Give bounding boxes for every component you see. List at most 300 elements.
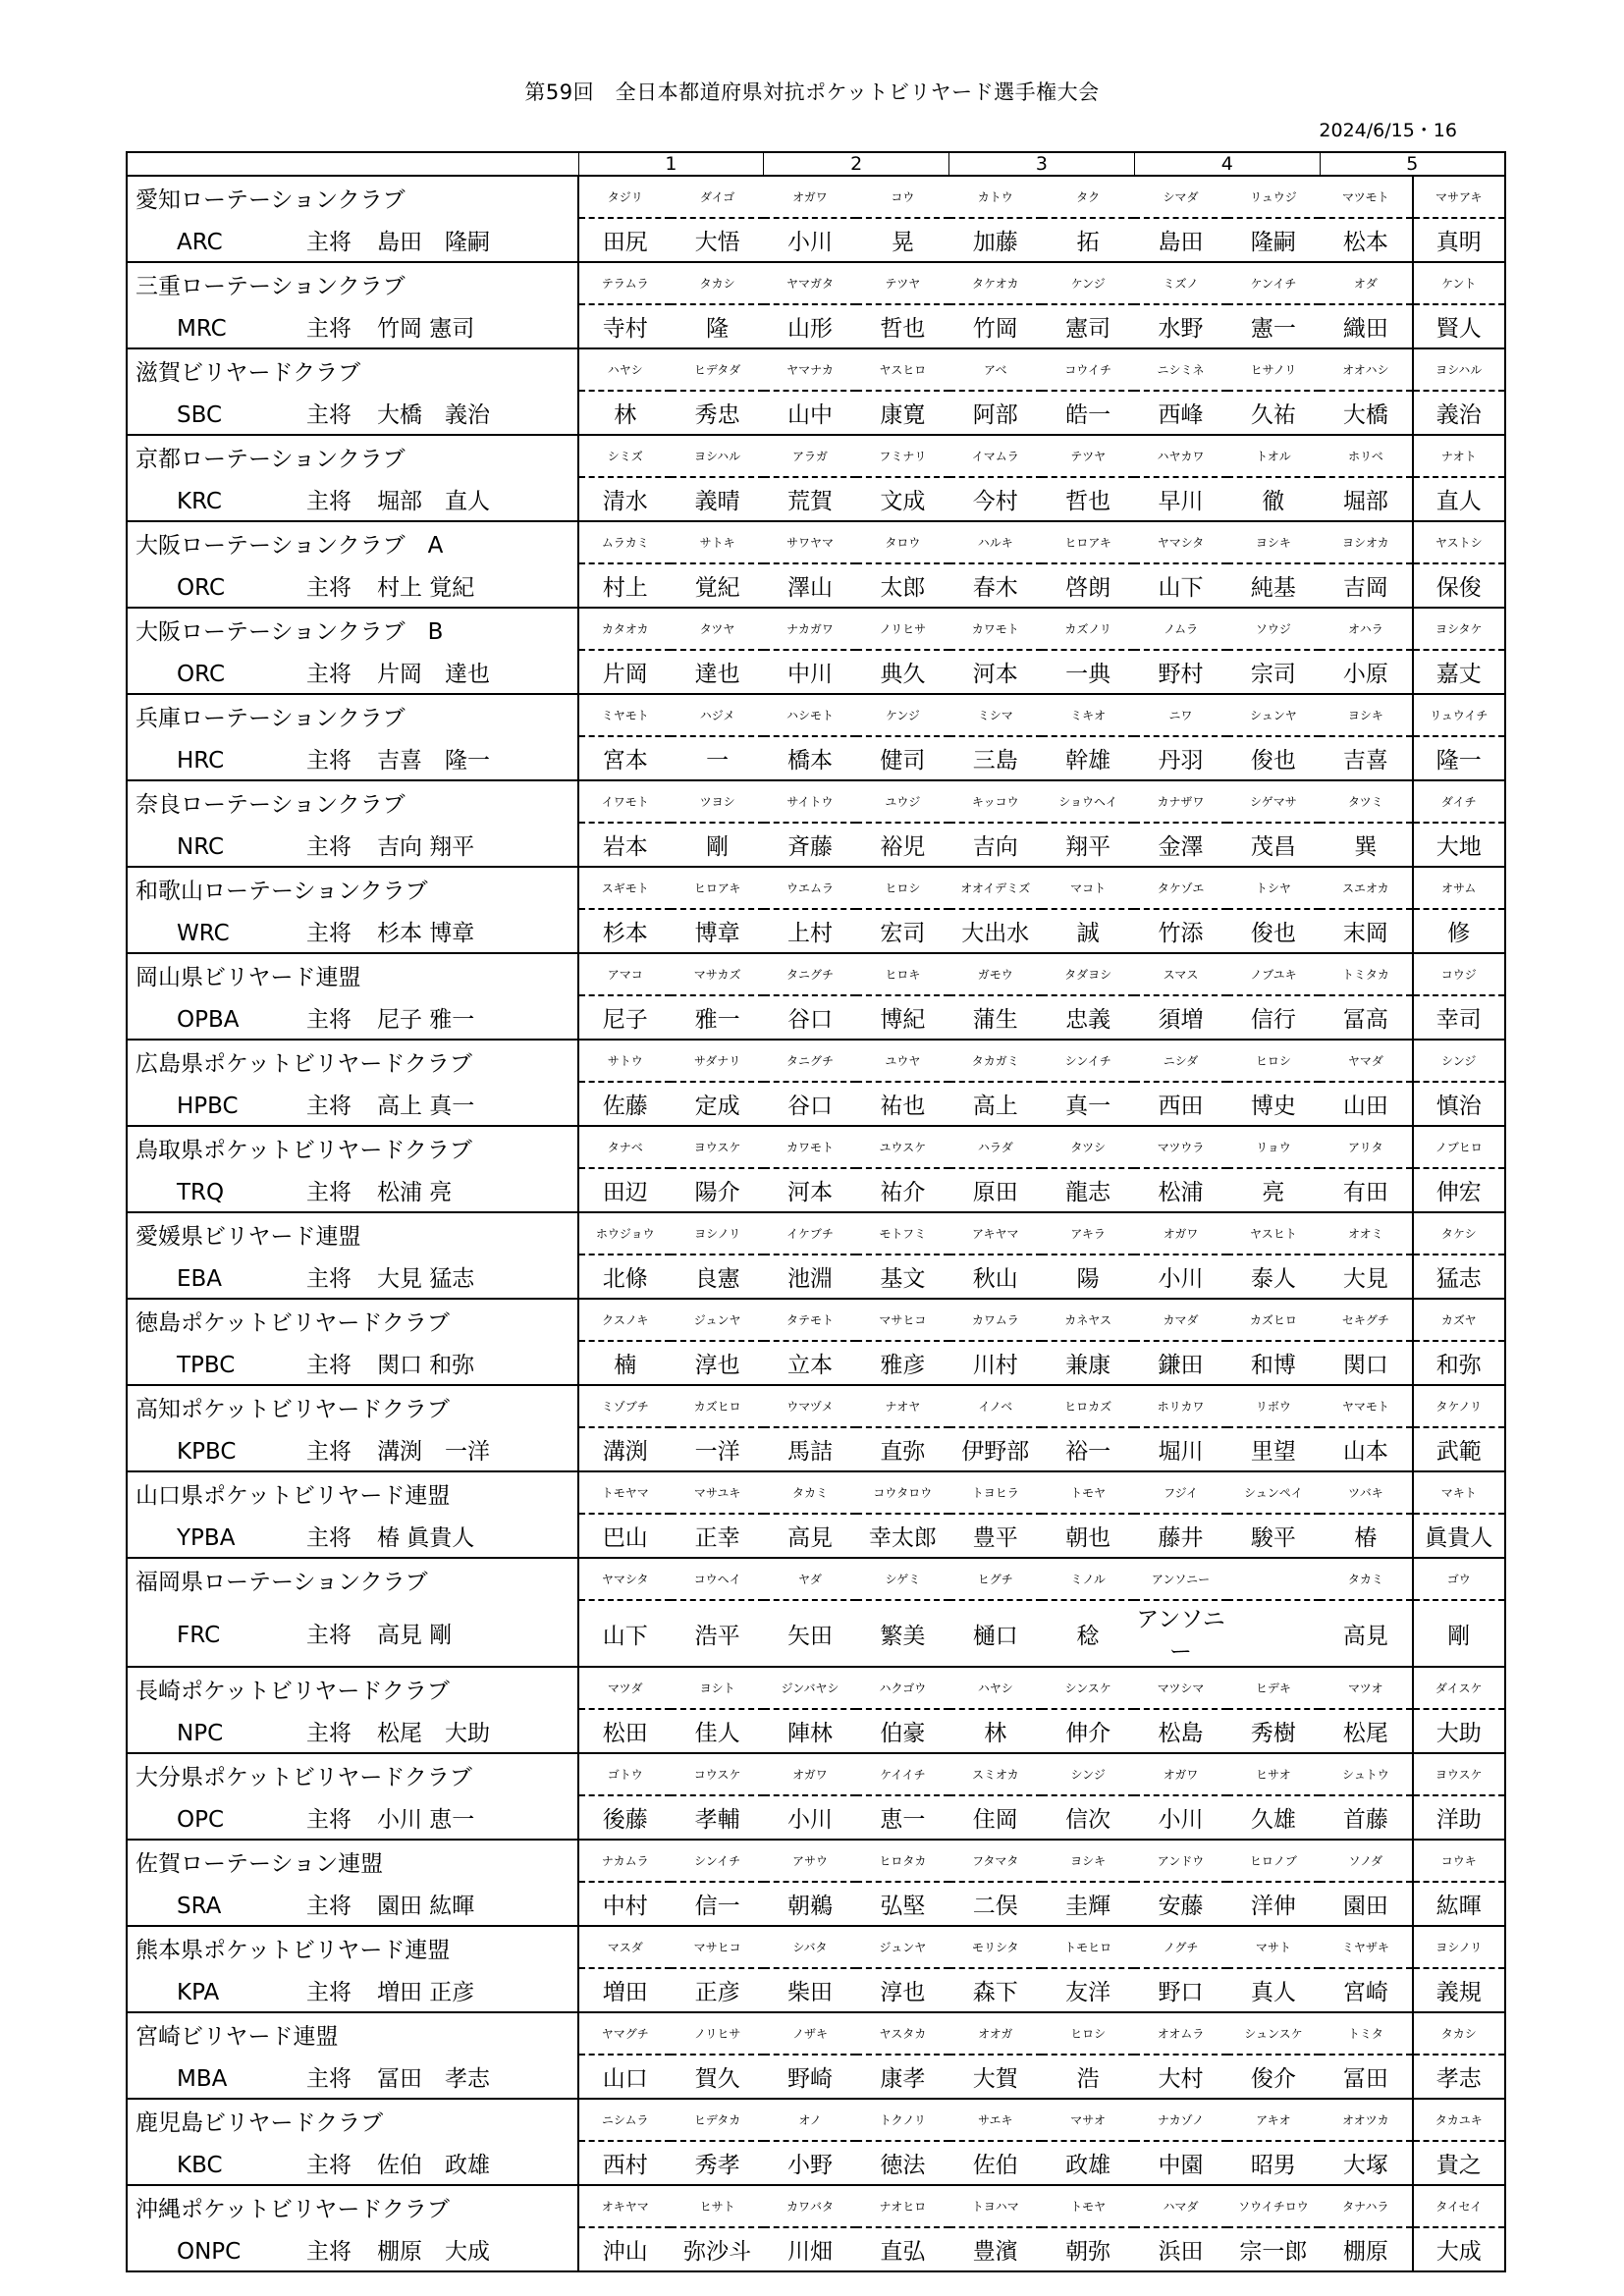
team-kana-row xyxy=(127,1840,1505,1882)
player-given-name: 弘堅 xyxy=(856,1882,948,1926)
player-family-name: 棚原 xyxy=(1320,2227,1412,2271)
player-kana-given: シンスケ xyxy=(1042,1667,1134,1709)
team-abbr: KBC xyxy=(177,2152,223,2178)
team-captain-cell xyxy=(127,2227,578,2271)
player-kana-given: ヒロノブ xyxy=(1227,1840,1320,1882)
player-given-name: 祐也 xyxy=(856,1082,948,1126)
team-name: 愛知ローテーションクラブ xyxy=(127,176,578,218)
player-given-name: 大助 xyxy=(1413,1709,1505,1753)
player-family-name: 山口 xyxy=(578,2055,671,2099)
team-captain-cell xyxy=(127,218,578,262)
captain-name: 吉喜 隆一 xyxy=(377,747,490,774)
team-name: 三重ローテーションクラブ xyxy=(127,262,578,304)
player-kana-family: ヒグチ xyxy=(949,1558,1042,1600)
player-kana-given: シュンスケ xyxy=(1227,2012,1320,2055)
player-given-name: 泰人 xyxy=(1227,1255,1320,1299)
player-kana-given: ヒロアキ xyxy=(671,867,763,909)
player-kana-family: オガワ xyxy=(764,176,856,218)
player-kana-given: カズヒロ xyxy=(671,1385,763,1427)
player-family-name: 清水 xyxy=(578,477,671,521)
player-kana-family: フジイ xyxy=(1134,1471,1226,1514)
player-family-name: 堀川 xyxy=(1134,1427,1226,1471)
captain-label: 主将 xyxy=(306,2065,352,2092)
column-header-5: 5 xyxy=(1320,152,1505,176)
player-family-name: 丹羽 xyxy=(1134,736,1226,780)
player-kana-family: トヨハマ xyxy=(949,2185,1042,2227)
player-family-name: 小川 xyxy=(764,1795,856,1840)
player-given-name: 拓 xyxy=(1042,218,1134,262)
captain-label: 主将 xyxy=(306,2238,352,2265)
player-family-name: 大橋 xyxy=(1320,391,1412,435)
player-kana-family: カワムラ xyxy=(949,1299,1042,1341)
player-given-name: 隆 xyxy=(671,304,763,348)
player-kana-family: ナカムラ xyxy=(578,1840,671,1882)
player-kana-family: オオガ xyxy=(949,2012,1042,2055)
player-kana-given: テツヤ xyxy=(856,262,948,304)
player-kana-given: ミノル xyxy=(1042,1558,1134,1600)
team-captain-cell xyxy=(127,909,578,953)
team-abbr: SRA xyxy=(177,1893,222,1919)
player-given-name: 眞貴人 xyxy=(1413,1514,1505,1558)
player-given-name: 真明 xyxy=(1413,218,1505,262)
player-family-name: 谷口 xyxy=(764,995,856,1040)
captain-label: 主将 xyxy=(306,488,352,514)
player-family-name: 佐伯 xyxy=(949,2141,1042,2185)
player-family-name: 河本 xyxy=(764,1168,856,1212)
player-kana-family: トヨヒラ xyxy=(949,1471,1042,1514)
player-kana-family: マツダ xyxy=(578,1667,671,1709)
player-kana-family: カナザワ xyxy=(1134,780,1226,823)
player-family-name: 野口 xyxy=(1134,1968,1226,2012)
captain-name: 松尾 大助 xyxy=(377,1720,490,1746)
team-kana-row xyxy=(127,348,1505,391)
player-kana-given: マサヒコ xyxy=(856,1299,948,1341)
player-given-name: 昭男 xyxy=(1227,2141,1320,2185)
player-family-name: 川村 xyxy=(949,1341,1042,1385)
player-given-name: 賀久 xyxy=(671,2055,763,2099)
player-kana-family: シマダ xyxy=(1134,176,1226,218)
player-kana-family: スギモト xyxy=(578,867,671,909)
player-kana-family: トモヤマ xyxy=(578,1471,671,1514)
player-given-name: 恵一 xyxy=(856,1795,948,1840)
team-player-row xyxy=(127,218,1505,262)
player-kana-family: クスノキ xyxy=(578,1299,671,1341)
player-given-name: 佳人 xyxy=(671,1709,763,1753)
player-kana-family: ムラカミ xyxy=(578,521,671,563)
player-given-name: 正幸 xyxy=(671,1514,763,1558)
team-kana-row xyxy=(127,2185,1505,2227)
player-kana-given: ノブユキ xyxy=(1227,953,1320,995)
player-kana-family: オガワ xyxy=(1134,1753,1226,1795)
player-given-name: 洋伸 xyxy=(1227,1882,1320,1926)
player-kana-given: タイセイ xyxy=(1413,2185,1505,2227)
player-kana-family: キッコウ xyxy=(949,780,1042,823)
team-kana-row xyxy=(127,1667,1505,1709)
player-family-name: 大村 xyxy=(1134,2055,1226,2099)
player-kana-given: タツヤ xyxy=(671,608,763,650)
player-family-name: 松尾 xyxy=(1320,1709,1412,1753)
player-kana-given: ヨシキ xyxy=(1042,1840,1134,1882)
player-family-name: 竹岡 xyxy=(949,304,1042,348)
player-family-name: 春木 xyxy=(949,563,1042,608)
player-kana-family: タケゾエ xyxy=(1134,867,1226,909)
player-kana-given: ダイスケ xyxy=(1413,1667,1505,1709)
player-family-name: 浜田 xyxy=(1134,2227,1226,2271)
player-kana-family: ハマダ xyxy=(1134,2185,1226,2227)
player-kana-family: ハシモト xyxy=(764,694,856,736)
team-player-row xyxy=(127,1514,1505,1558)
player-kana-given: ヨシハル xyxy=(671,435,763,477)
team-captain-cell xyxy=(127,391,578,435)
player-kana-given: タカシ xyxy=(1413,2012,1505,2055)
player-kana-given: ダイチ xyxy=(1413,780,1505,823)
player-kana-given: ヒロキ xyxy=(856,953,948,995)
captain-label: 主将 xyxy=(306,401,352,428)
player-family-name: 堀部 xyxy=(1320,477,1412,521)
captain-label: 主将 xyxy=(306,1806,352,1833)
player-kana-given: ジュンヤ xyxy=(671,1299,763,1341)
player-family-name: 吉向 xyxy=(949,823,1042,867)
player-kana-family: ゴトウ xyxy=(578,1753,671,1795)
player-kana-family: ナカガワ xyxy=(764,608,856,650)
player-family-name: 立本 xyxy=(764,1341,856,1385)
player-kana-family: タニグチ xyxy=(764,953,856,995)
team-player-row xyxy=(127,1341,1505,1385)
column-header-2: 2 xyxy=(764,152,949,176)
player-given-name: 友洋 xyxy=(1042,1968,1134,2012)
player-given-name: 大成 xyxy=(1413,2227,1505,2271)
player-given-name: 真人 xyxy=(1227,1968,1320,2012)
player-family-name: 佐藤 xyxy=(578,1082,671,1126)
player-kana-given: ノリヒサ xyxy=(671,2012,763,2055)
player-given-name: 宗司 xyxy=(1227,650,1320,694)
captain-name: 増田 正彦 xyxy=(377,1979,475,2005)
player-family-name: 早川 xyxy=(1134,477,1226,521)
player-kana-given: ナオヒロ xyxy=(856,2185,948,2227)
team-kana-row xyxy=(127,1558,1505,1600)
team-kana-row xyxy=(127,2099,1505,2141)
player-kana-family: イノベ xyxy=(949,1385,1042,1427)
team-name: 大阪ローテーションクラブ A xyxy=(127,521,578,563)
player-family-name: 冨高 xyxy=(1320,995,1412,1040)
player-kana-family: ヤダ xyxy=(764,1558,856,1600)
team-abbr: YPBA xyxy=(177,1524,236,1551)
player-given-name: 正彦 xyxy=(671,1968,763,2012)
player-family-name: 吉岡 xyxy=(1320,563,1412,608)
player-given-name: 祐介 xyxy=(856,1168,948,1212)
player-given-name: 亮 xyxy=(1227,1168,1320,1212)
player-kana-family: ウエムラ xyxy=(764,867,856,909)
team-kana-row xyxy=(127,867,1505,909)
player-kana-given: ケンジ xyxy=(1042,262,1134,304)
team-captain-cell xyxy=(127,1514,578,1558)
player-family-name: 中村 xyxy=(578,1882,671,1926)
player-family-name: 楠 xyxy=(578,1341,671,1385)
team-abbr: NPC xyxy=(177,1720,224,1746)
player-given-name: 義晴 xyxy=(671,477,763,521)
player-kana-family: イマムラ xyxy=(949,435,1042,477)
player-kana-given: ヨウスケ xyxy=(1413,1753,1505,1795)
team-captain-cell xyxy=(127,1168,578,1212)
team-roster-table xyxy=(126,151,1506,2272)
player-family-name: 金澤 xyxy=(1134,823,1226,867)
player-family-name: 小川 xyxy=(1134,1795,1226,1840)
player-given-name: 修 xyxy=(1413,909,1505,953)
player-kana-given: トモヤ xyxy=(1042,1471,1134,1514)
team-captain-cell xyxy=(127,650,578,694)
player-kana-given: タダヨシ xyxy=(1042,953,1134,995)
player-kana-family: ヤマダ xyxy=(1320,1040,1412,1082)
team-abbr: TPBC xyxy=(177,1352,236,1378)
captain-name: 高上 真一 xyxy=(377,1093,475,1119)
team-abbr: EBA xyxy=(177,1265,223,1292)
player-kana-given: ナオヤ xyxy=(856,1385,948,1427)
captain-name: 杉本 博章 xyxy=(377,920,475,946)
team-name: 岡山県ビリヤード連盟 xyxy=(127,953,578,995)
page-title: 第59回 全日本都道府県対抗ポケットビリヤード選手権大会 xyxy=(524,80,1100,104)
player-family-name: 阿部 xyxy=(949,391,1042,435)
player-family-name: 三島 xyxy=(949,736,1042,780)
player-given-name: 翔平 xyxy=(1042,823,1134,867)
player-family-name: 水野 xyxy=(1134,304,1226,348)
player-given-name: 朝弥 xyxy=(1042,2227,1134,2271)
player-kana-family: マスダ xyxy=(578,1926,671,1968)
team-abbr: NRC xyxy=(177,833,225,860)
player-given-name: 浩平 xyxy=(671,1600,763,1667)
team-kana-row xyxy=(127,694,1505,736)
team-abbr: SBC xyxy=(177,401,223,428)
team-abbr: HRC xyxy=(177,747,225,774)
player-kana-family: サトウ xyxy=(578,1040,671,1082)
player-kana-family: カワモト xyxy=(764,1126,856,1168)
player-kana-given: ソウジ xyxy=(1227,608,1320,650)
player-family-name: アンソニー xyxy=(1134,1600,1226,1667)
player-kana-family: スエオカ xyxy=(1320,867,1412,909)
player-family-name: 織田 xyxy=(1320,304,1412,348)
player-kana-given: トシヤ xyxy=(1227,867,1320,909)
team-kana-row xyxy=(127,521,1505,563)
column-header-1: 1 xyxy=(578,152,764,176)
player-kana-given: タケシ xyxy=(1413,1212,1505,1255)
player-given-name: 貴之 xyxy=(1413,2141,1505,2185)
player-kana-given: シュンヤ xyxy=(1227,694,1320,736)
player-kana-given: ユウヤ xyxy=(856,1040,948,1082)
team-kana-row xyxy=(127,2012,1505,2055)
player-given-name: 大悟 xyxy=(671,218,763,262)
player-given-name: 直人 xyxy=(1413,477,1505,521)
player-family-name: 荒賀 xyxy=(764,477,856,521)
team-name: 鹿児島ビリヤードクラブ xyxy=(127,2099,578,2141)
team-kana-row xyxy=(127,262,1505,304)
column-header-4: 4 xyxy=(1134,152,1320,176)
team-name: 沖縄ポケットビリヤードクラブ xyxy=(127,2185,578,2227)
player-kana-family: アマコ xyxy=(578,953,671,995)
player-family-name: 小川 xyxy=(1134,1255,1226,1299)
player-kana-given: シンジ xyxy=(1042,1753,1134,1795)
player-given-name: 隆一 xyxy=(1413,736,1505,780)
team-player-row xyxy=(127,736,1505,780)
player-given-name: 宗一郎 xyxy=(1227,2227,1320,2271)
player-kana-family: ニシミネ xyxy=(1134,348,1226,391)
player-family-name: 山本 xyxy=(1320,1427,1412,1471)
team-kana-row xyxy=(127,953,1505,995)
player-given-name: 基文 xyxy=(856,1255,948,1299)
player-family-name: 巽 xyxy=(1320,823,1412,867)
team-abbr: OPBA xyxy=(177,1006,240,1033)
player-kana-given: マコト xyxy=(1042,867,1134,909)
player-family-name: 秋山 xyxy=(949,1255,1042,1299)
captain-name: 溝渕 一洋 xyxy=(377,1438,490,1465)
player-family-name: 上村 xyxy=(764,909,856,953)
player-given-name: 陽 xyxy=(1042,1255,1134,1299)
team-name: 京都ローテーションクラブ xyxy=(127,435,578,477)
player-given-name: 定成 xyxy=(671,1082,763,1126)
column-header-row xyxy=(127,152,1505,176)
player-given-name xyxy=(1227,1600,1320,1667)
team-abbr: HPBC xyxy=(177,1093,239,1119)
player-family-name: 藤井 xyxy=(1134,1514,1226,1558)
player-kana-given: ダイゴ xyxy=(671,176,763,218)
player-kana-given: カズヒロ xyxy=(1227,1299,1320,1341)
team-name: 滋賀ビリヤードクラブ xyxy=(127,348,578,391)
player-family-name: 中川 xyxy=(764,650,856,694)
player-kana-given: ハクゴウ xyxy=(856,1667,948,1709)
player-kana-family: ヤマグチ xyxy=(578,2012,671,2055)
team-name: 福岡県ローテーションクラブ xyxy=(127,1558,578,1600)
event-date: 2024/6/15・16 xyxy=(1319,120,1457,141)
player-kana-family: モリシタ xyxy=(949,1926,1042,1968)
player-kana-family: ミズノ xyxy=(1134,262,1226,304)
player-kana-family: サイトウ xyxy=(764,780,856,823)
player-kana-family: マツシマ xyxy=(1134,1667,1226,1709)
player-given-name: 一典 xyxy=(1042,650,1134,694)
team-kana-row xyxy=(127,1753,1505,1795)
player-family-name: 樋口 xyxy=(949,1600,1042,1667)
player-kana-family: ヤマシタ xyxy=(1134,521,1226,563)
team-player-row xyxy=(127,1795,1505,1840)
player-given-name: 文成 xyxy=(856,477,948,521)
player-family-name: 小野 xyxy=(764,2141,856,2185)
captain-label: 主将 xyxy=(306,1720,352,1746)
captain-name: 大橋 義治 xyxy=(377,401,490,428)
player-family-name: 大見 xyxy=(1320,1255,1412,1299)
player-kana-given: ヨシト xyxy=(671,1667,763,1709)
player-kana-family: ジンバヤシ xyxy=(764,1667,856,1709)
team-player-row xyxy=(127,1427,1505,1471)
team-kana-row xyxy=(127,176,1505,218)
player-family-name: 蒲生 xyxy=(949,995,1042,1040)
player-family-name: 矢田 xyxy=(764,1600,856,1667)
captain-label: 主将 xyxy=(306,1179,352,1205)
player-kana-given: ショウヘイ xyxy=(1042,780,1134,823)
team-player-row xyxy=(127,650,1505,694)
player-kana-family: ウマヅメ xyxy=(764,1385,856,1427)
player-given-name: 駿平 xyxy=(1227,1514,1320,1558)
player-family-name: 杉本 xyxy=(578,909,671,953)
player-kana-given: ジュンヤ xyxy=(856,1926,948,1968)
team-abbr: OPC xyxy=(177,1806,225,1833)
captain-label: 主将 xyxy=(306,574,352,601)
captain-label: 主将 xyxy=(306,1093,352,1119)
player-kana-given: マサユキ xyxy=(671,1471,763,1514)
player-family-name: 増田 xyxy=(578,1968,671,2012)
player-given-name: 徹 xyxy=(1227,477,1320,521)
player-given-name: 忠義 xyxy=(1042,995,1134,1040)
player-family-name: 片岡 xyxy=(578,650,671,694)
player-given-name: 賢人 xyxy=(1413,304,1505,348)
team-abbr: ONPC xyxy=(177,2238,242,2265)
captain-name: 吉向 翔平 xyxy=(377,833,475,860)
player-kana-given: リュウイチ xyxy=(1413,694,1505,736)
player-kana-family: オダ xyxy=(1320,262,1412,304)
player-kana-given: ゴウ xyxy=(1413,1558,1505,1600)
captain-label: 主将 xyxy=(306,661,352,687)
player-family-name: 森下 xyxy=(949,1968,1042,2012)
captain-label: 主将 xyxy=(306,833,352,860)
player-kana-given: カネヤス xyxy=(1042,1299,1134,1341)
player-given-name: 伸宏 xyxy=(1413,1168,1505,1212)
player-family-name: 末岡 xyxy=(1320,909,1412,953)
player-given-name: 久祐 xyxy=(1227,391,1320,435)
player-kana-given: ハジメ xyxy=(671,694,763,736)
team-player-row xyxy=(127,1255,1505,1299)
team-name: 兵庫ローテーションクラブ xyxy=(127,694,578,736)
team-captain-cell xyxy=(127,736,578,780)
player-kana-family: ハヤシ xyxy=(578,348,671,391)
player-given-name: 猛志 xyxy=(1413,1255,1505,1299)
player-kana-family: アラガ xyxy=(764,435,856,477)
player-given-name: 純基 xyxy=(1227,563,1320,608)
player-family-name: 松田 xyxy=(578,1709,671,1753)
player-family-name: 寺村 xyxy=(578,304,671,348)
player-kana-family: ノザキ xyxy=(764,2012,856,2055)
team-captain-cell xyxy=(127,1795,578,1840)
team-captain-cell xyxy=(127,563,578,608)
player-given-name: 保俊 xyxy=(1413,563,1505,608)
player-kana-given: ヤスタカ xyxy=(856,2012,948,2055)
player-kana-given: ヨシタケ xyxy=(1413,608,1505,650)
player-given-name: 博章 xyxy=(671,909,763,953)
team-player-row xyxy=(127,391,1505,435)
player-kana-family: タナハラ xyxy=(1320,2185,1412,2227)
team-column-header xyxy=(127,152,578,176)
team-kana-row xyxy=(127,608,1505,650)
player-kana-given: ヒデキ xyxy=(1227,1667,1320,1709)
player-family-name: 冨田 xyxy=(1320,2055,1412,2099)
player-given-name: 淳也 xyxy=(856,1968,948,2012)
player-family-name: 野崎 xyxy=(764,2055,856,2099)
captain-name: 堀部 直人 xyxy=(377,488,490,514)
team-name: 鳥取県ポケットビリヤードクラブ xyxy=(127,1126,578,1168)
player-given-name: 太郎 xyxy=(856,563,948,608)
player-kana-given: モトフミ xyxy=(856,1212,948,1255)
player-given-name: 雅彦 xyxy=(856,1341,948,1385)
player-family-name: 豊平 xyxy=(949,1514,1042,1558)
player-kana-family: オオイデミズ xyxy=(949,867,1042,909)
player-given-name: 幸太郎 xyxy=(856,1514,948,1558)
player-kana-family: アベ xyxy=(949,348,1042,391)
player-family-name: 小川 xyxy=(764,218,856,262)
player-kana-family: ミシマ xyxy=(949,694,1042,736)
player-kana-family: サエキ xyxy=(949,2099,1042,2141)
player-family-name: 橋本 xyxy=(764,736,856,780)
player-kana-given: マサカズ xyxy=(671,953,763,995)
player-kana-family: ハラダ xyxy=(949,1126,1042,1168)
player-kana-family: アキヤマ xyxy=(949,1212,1042,1255)
player-kana-family: ツバキ xyxy=(1320,1471,1412,1514)
player-given-name: 誠 xyxy=(1042,909,1134,953)
player-given-name: 覚紀 xyxy=(671,563,763,608)
